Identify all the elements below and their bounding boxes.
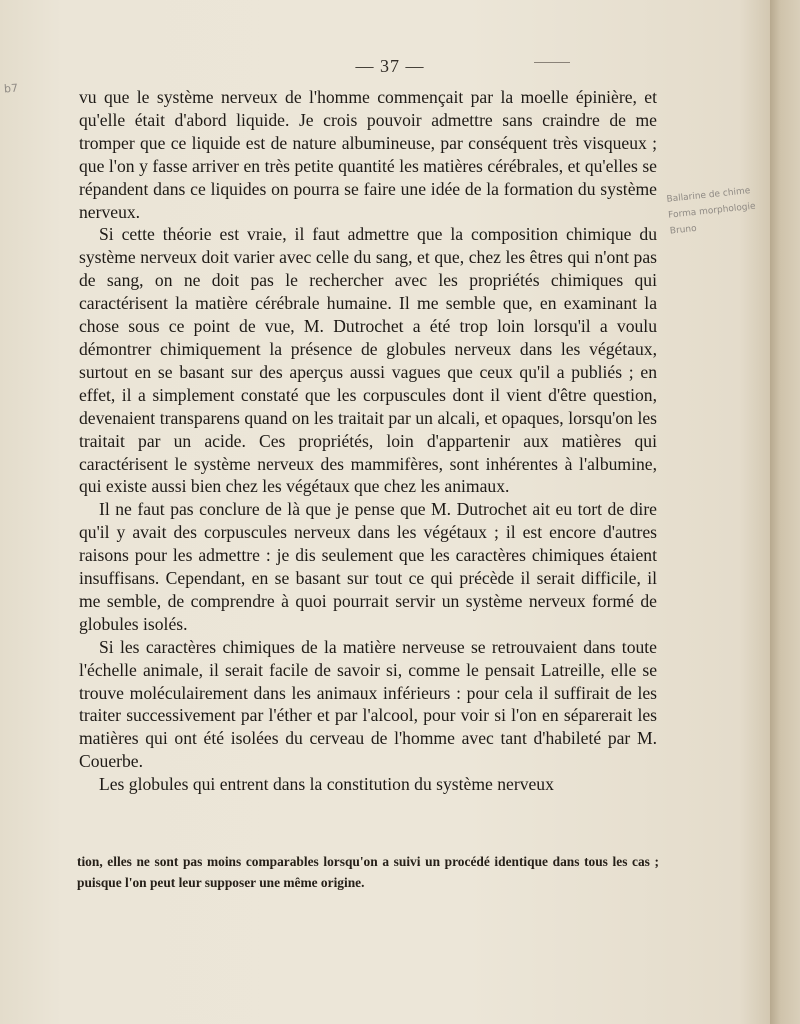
paragraph: vu que le système nerveux de l'homme commençait par la moelle épinière, et qu'elle était d'abord liquide. Je crois pouvoir admettre sans craindre de me tromper que ce liquide est de nature albumineuse, par conséquent très visqueux ; que l'on y fasse arriver en très petite quantité les matières cérébrales, et qu'elles se répandent dans ce liquides on pourra se faire une idée de la formation du système nerveux. xyxy=(79,87,657,222)
paragraph: Si cette théorie est vraie, il faut admettre que la composition chimique du système nerveux doit varier avec celle du sang, et que, chez les êtres qui n'ont pas de sang, on ne doit pas le rechercher avec les propriétés chimiques qui caractérisent la matière cérébrale humaine. Il me semble que, en examinant la chose sous ce point de vue, M. Dutrochet a été trop loin lorsqu'il a voulu démontrer chimiquement la présence de globules nerveux dans les végétaux, surtout en se basant sur des aperçus aussi vagues que ceux qu'il a publiés ; en effet, il a simplement constaté que les corpuscules dont il vient d'être question, devenaient transparens quand on les traitait par un alcali, et opaques, lorsqu'on les traitait par un acide. Ces propriétés, loin d'appartenir aux matières qui caractérisent le système nerveux des mammifères, sont inhérentes à l'albumine, qui existe aussi bien chez les végétaux que chez les animaux. xyxy=(79,224,657,497)
footnote xyxy=(77,851,659,893)
page-number: — 37 — xyxy=(355,56,425,76)
footnote-text: tion, elles ne sont pas moins comparables lorsqu'on a suivi un procédé identique dans tous les cas ; puisque l'on peut leur supposer une même origine. xyxy=(77,854,659,890)
body-text xyxy=(79,86,657,796)
paragraph: Les globules qui entrent dans la constitution du système nerveux xyxy=(99,774,554,795)
paragraph: Il ne faut pas conclure de là que je pense que M. Dutrochet ait eu tort de dire qu'il y avait des corpuscules nerveux dans les végétaux ; il est encore d'autres raisons pour les admettre : je dis seulement que les caractères chimiques étaient insuffisans. Cependant, en se basant sur tout ce qui précède il serait difficile, il me semble, de comprendre à quoi pourrait servir un système nerveux formé de globules isolés. xyxy=(79,499,657,634)
margin-note-line: Ballarine de chime xyxy=(666,186,751,205)
margin-note-line: Forma morphologie xyxy=(667,201,757,221)
page-edge xyxy=(770,0,800,1024)
margin-note-left: b7 xyxy=(3,81,19,96)
margin-note-line: Bruno xyxy=(669,223,698,237)
paragraph: Si les caractères chimiques de la matière nerveuse se retrouvaient dans toute l'échelle animale, il serait facile de savoir si, comme le pensait Latreille, elle se trouve moléculairement dans les animaux inférieurs : pour cela il suffirait de les traiter successivement par l'éther et par l'alcool, pour voir si l'on en séparerait les matières qui ont été isolées du cerveau de l'homme avec tant d'habileté par M. Couerbe. xyxy=(79,636,657,772)
ink-mark xyxy=(534,62,570,69)
